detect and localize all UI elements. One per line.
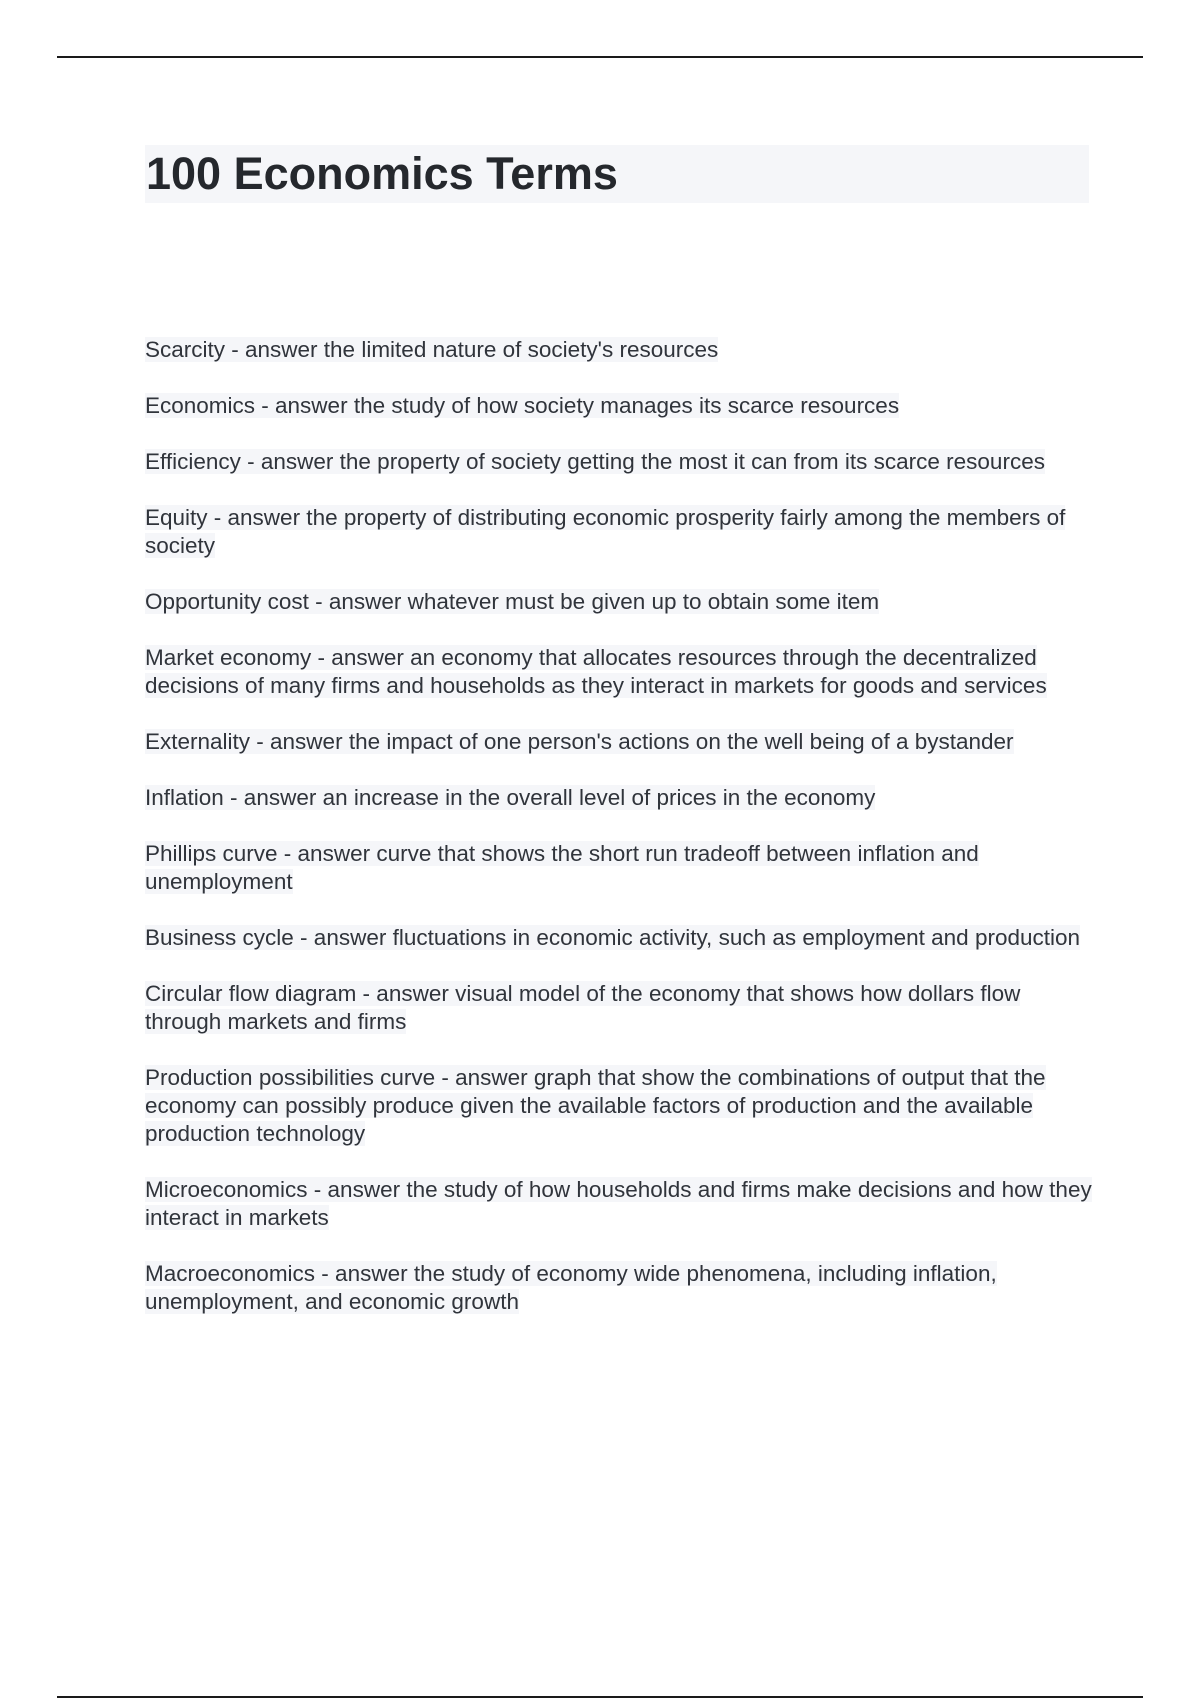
- term-item: [145, 392, 1095, 420]
- term-text: Macroeconomics - answer the study of economy wide phenomena, including inflation, unemployment, and economic growth: [145, 1261, 997, 1314]
- term-item: [145, 588, 1095, 616]
- term-text: Business cycle - answer fluctuations in economic activity, such as employment and production: [145, 925, 1081, 950]
- term-text: Microeconomics - answer the study of how households and firms make decisions and how they interact in markets: [145, 1177, 1092, 1230]
- term-item: [145, 924, 1095, 952]
- term-text: Scarcity - answer the limited nature of society's resources: [145, 337, 719, 362]
- term-text: Externality - answer the impact of one person's actions on the well being of a bystander: [145, 729, 1014, 754]
- page-title: 100 Economics Terms: [146, 148, 618, 199]
- term-item: [145, 728, 1095, 756]
- term-text: Economics - answer the study of how society manages its scarce resources: [145, 393, 900, 418]
- term-item: [145, 784, 1095, 812]
- term-text: Circular flow diagram - answer visual model of the economy that shows how dollars flow through markets and firms: [145, 981, 1021, 1034]
- terms-list: [145, 336, 1095, 1344]
- term-item: [145, 840, 1095, 896]
- term-text: Inflation - answer an increase in the overall level of prices in the economy: [145, 785, 876, 810]
- term-item: [145, 336, 1095, 364]
- term-text: Production possibilities curve - answer graph that show the combinations of output that the economy can possibly produce given the available factors of production and the available production technology: [145, 1065, 1046, 1146]
- term-text: Phillips curve - answer curve that shows the short run tradeoff between inflation and unemployment: [145, 841, 979, 894]
- term-text: Opportunity cost - answer whatever must be given up to obtain some item: [145, 589, 880, 614]
- term-item: [145, 980, 1095, 1036]
- term-item: [145, 1176, 1095, 1232]
- term-text: Equity - answer the property of distributing economic prosperity fairly among the members of society: [145, 505, 1066, 558]
- term-item: [145, 504, 1095, 560]
- term-item: [145, 1064, 1095, 1148]
- term-item: [145, 1260, 1095, 1316]
- term-item: [145, 448, 1095, 476]
- top-rule: [57, 56, 1143, 58]
- term-text: Market economy - answer an economy that allocates resources through the decentralized decisions of many firms and households as they interact in markets for goods and services: [145, 645, 1047, 698]
- bottom-rule: [57, 1696, 1143, 1698]
- term-text: Efficiency - answer the property of society getting the most it can from its scarce resources: [145, 449, 1045, 474]
- term-item: [145, 644, 1095, 700]
